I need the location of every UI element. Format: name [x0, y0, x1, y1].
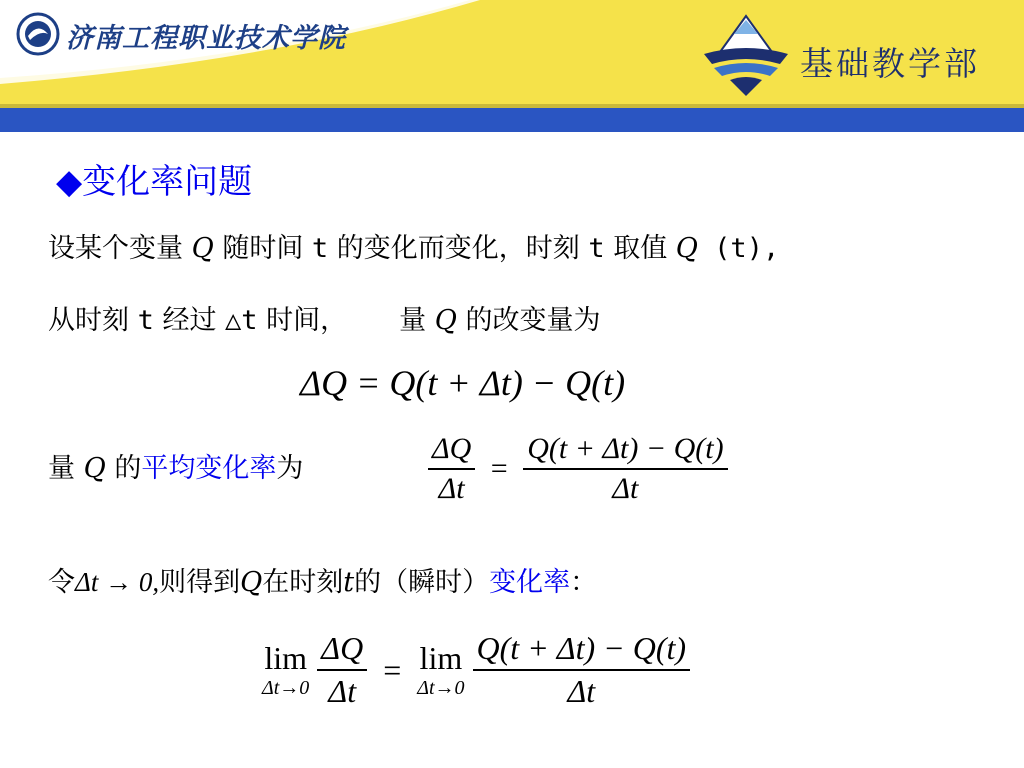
variable-q: Q	[434, 305, 457, 336]
fraction-lhs	[428, 432, 475, 506]
text: (t),	[697, 233, 780, 264]
average-rate-term: 平均变化率	[141, 453, 277, 484]
denominator: Δt	[612, 472, 639, 505]
equals-sign: =	[490, 452, 508, 485]
text-line-1	[48, 226, 779, 265]
text: 的（瞬时）	[354, 567, 490, 598]
equation-average-rate	[428, 432, 728, 506]
text-line-2	[48, 298, 600, 337]
text: 令	[48, 567, 75, 598]
text: 取值	[604, 233, 676, 264]
fraction-rhs	[473, 630, 690, 710]
department-emblem-icon	[700, 12, 792, 98]
variable-q: Q	[675, 233, 698, 264]
slide-header	[0, 0, 1024, 132]
school-emblem-icon	[16, 12, 60, 56]
variable-t: t	[588, 233, 605, 264]
fraction-lhs	[317, 630, 367, 710]
limit-condition: Δt → 0,	[75, 567, 160, 597]
limit-operator	[262, 642, 309, 698]
text: 则得到	[159, 567, 241, 598]
text: 经过	[153, 305, 226, 336]
variable-q: Q	[240, 567, 263, 598]
lim-text: lim	[419, 640, 463, 676]
text: 为	[276, 453, 304, 484]
text: 量	[399, 305, 435, 336]
equals-sign: =	[383, 651, 402, 688]
text: 设某个变量	[48, 233, 192, 264]
denominator: Δt	[567, 673, 596, 709]
school-name: 济南工程职业技术学院	[66, 23, 346, 54]
fraction-rhs	[523, 432, 727, 506]
section-title: ◆变化率问题	[56, 162, 253, 202]
text-line-3	[48, 446, 303, 485]
numerator: ΔQ	[321, 630, 364, 666]
instant-rate-term: 变化率	[489, 567, 571, 598]
variable-t: t	[343, 567, 355, 598]
text: 随时间	[213, 233, 312, 264]
text: ：	[570, 567, 598, 598]
denominator: Δt	[438, 472, 465, 505]
variable-t: t	[311, 233, 329, 264]
text-line-4	[48, 560, 597, 599]
lim-subscript: Δt→0	[417, 677, 465, 699]
delta-t: △t	[225, 305, 258, 336]
lim-subscript: Δt→0	[262, 677, 310, 699]
limit-operator	[417, 642, 464, 698]
lim-text: lim	[264, 640, 307, 676]
equation-instant-rate	[262, 630, 690, 710]
text: 时间，	[257, 305, 348, 336]
text: 从时刻	[48, 305, 138, 336]
text: 在时刻	[262, 567, 344, 598]
text: 的变化而变化，时刻	[328, 233, 589, 264]
text: 量	[48, 453, 84, 484]
numerator: Q(t + Δt) − Q(t)	[476, 630, 687, 666]
variable-t: t	[137, 305, 154, 336]
numerator: ΔQ	[432, 432, 472, 465]
variable-q: Q	[191, 233, 214, 264]
variable-q: Q	[83, 453, 106, 484]
text: 的	[105, 453, 142, 484]
text: 的改变量为	[456, 305, 601, 336]
equation-change-amount: ΔQ = Q(t + Δt) − Q(t)	[300, 363, 626, 403]
department-name: 基础教学部	[800, 44, 980, 83]
denominator: Δt	[328, 673, 357, 709]
numerator: Q(t + Δt) − Q(t)	[527, 432, 724, 465]
